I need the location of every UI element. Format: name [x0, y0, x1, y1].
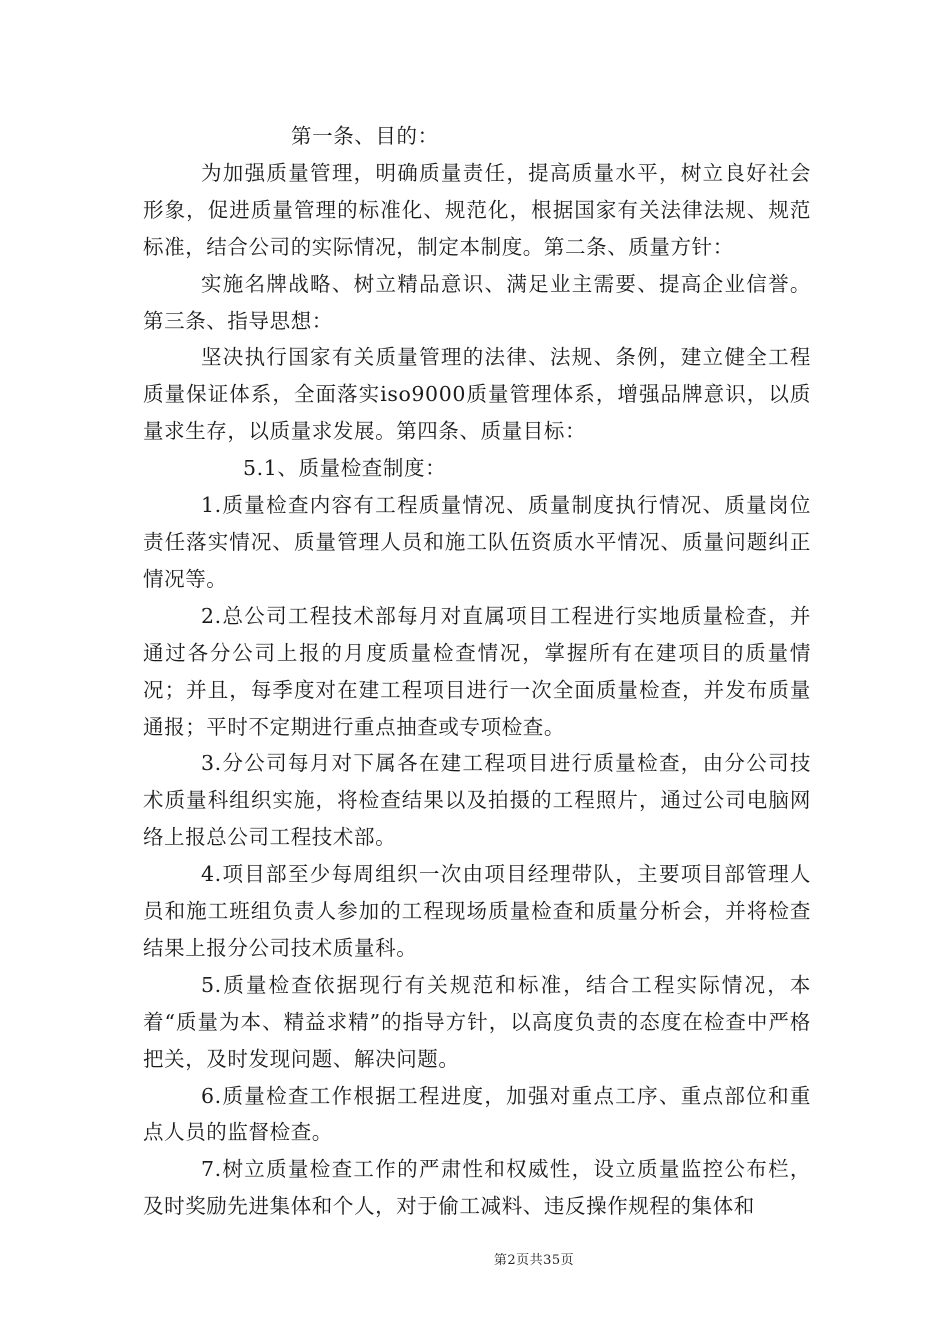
section-heading-purpose: 第一条、目的：: [291, 124, 439, 148]
list-item-1: 1.质量检查内容有工程质量情况、质量制度执行情况、质量岗位责任落实情况、质量管理人员和施工队伍资质水平情况、质量问题纠正情况等。: [143, 493, 811, 591]
page-number-footer: 第2页共35页: [493, 1253, 575, 1268]
list-item-5: 5.质量检查依据现行有关规范和标准，结合工程实际情况，本着“质量为本、精益求精”的指导方针，以高度负责的态度在检查中严格把关，及时发现问题、解决问题。: [143, 972, 811, 1071]
list-item-7: 7.树立质量检查工作的严肃性和权威性，设立质量监控公布栏，及时奖励先进集体和个人，对于偷工减料、违反操作规程的集体和: [143, 1157, 811, 1219]
document-body: [143, 118, 811, 1225]
list-item-6: 6.质量检查工作根据工程进度，加强对重点工序、重点部位和重点人员的监督检查。: [143, 1083, 811, 1145]
list-item-2: 2.总公司工程技术部每月对直属项目工程进行实地质量检查，并通过各分公司上报的月度质量检查情况，掌握所有在建项目的质量情况；并且，每季度对在建工程项目进行一次全面质量检查，并发布质量通报；平时不定期进行重点抽查或专项检查。: [143, 603, 811, 739]
list-item-3: 3.分公司每月对下属各在建工程项目进行质量检查，由分公司技术质量科组织实施，将检查结果以及拍摄的工程照片，通过公司电脑网络上报总公司工程技术部。: [143, 751, 811, 850]
paragraph-purpose: 为加强质量管理，明确质量责任，提高质量水平，树立良好社会形象，促进质量管理的标准化、规范化，根据国家有关法律法规、规范标准，结合公司的实际情况，制定本制度。第二条、质量方针：: [143, 160, 811, 259]
paragraph-quality-policy: 实施名牌战略、树立精品意识、满足业主需要、提高企业信誉。第三条、指导思想：: [143, 271, 811, 333]
section-heading-inspection-system: 5.1、质量检查制度：: [243, 456, 447, 481]
list-item-4: 4.项目部至少每周组织一次由项目经理带队，主要项目部管理人员和施工班组负责人参加的工程现场质量检查和质量分析会，并将检查结果上报分公司技术质量科。: [143, 862, 811, 960]
paragraph-guiding-ideology: 坚决执行国家有关质量管理的法律、法规、条例，建立健全工程质量保证体系，全面落实iso9000质量管理体系，增强品牌意识，以质量求生存，以质量求发展。第四条、质量目标：: [143, 345, 811, 444]
